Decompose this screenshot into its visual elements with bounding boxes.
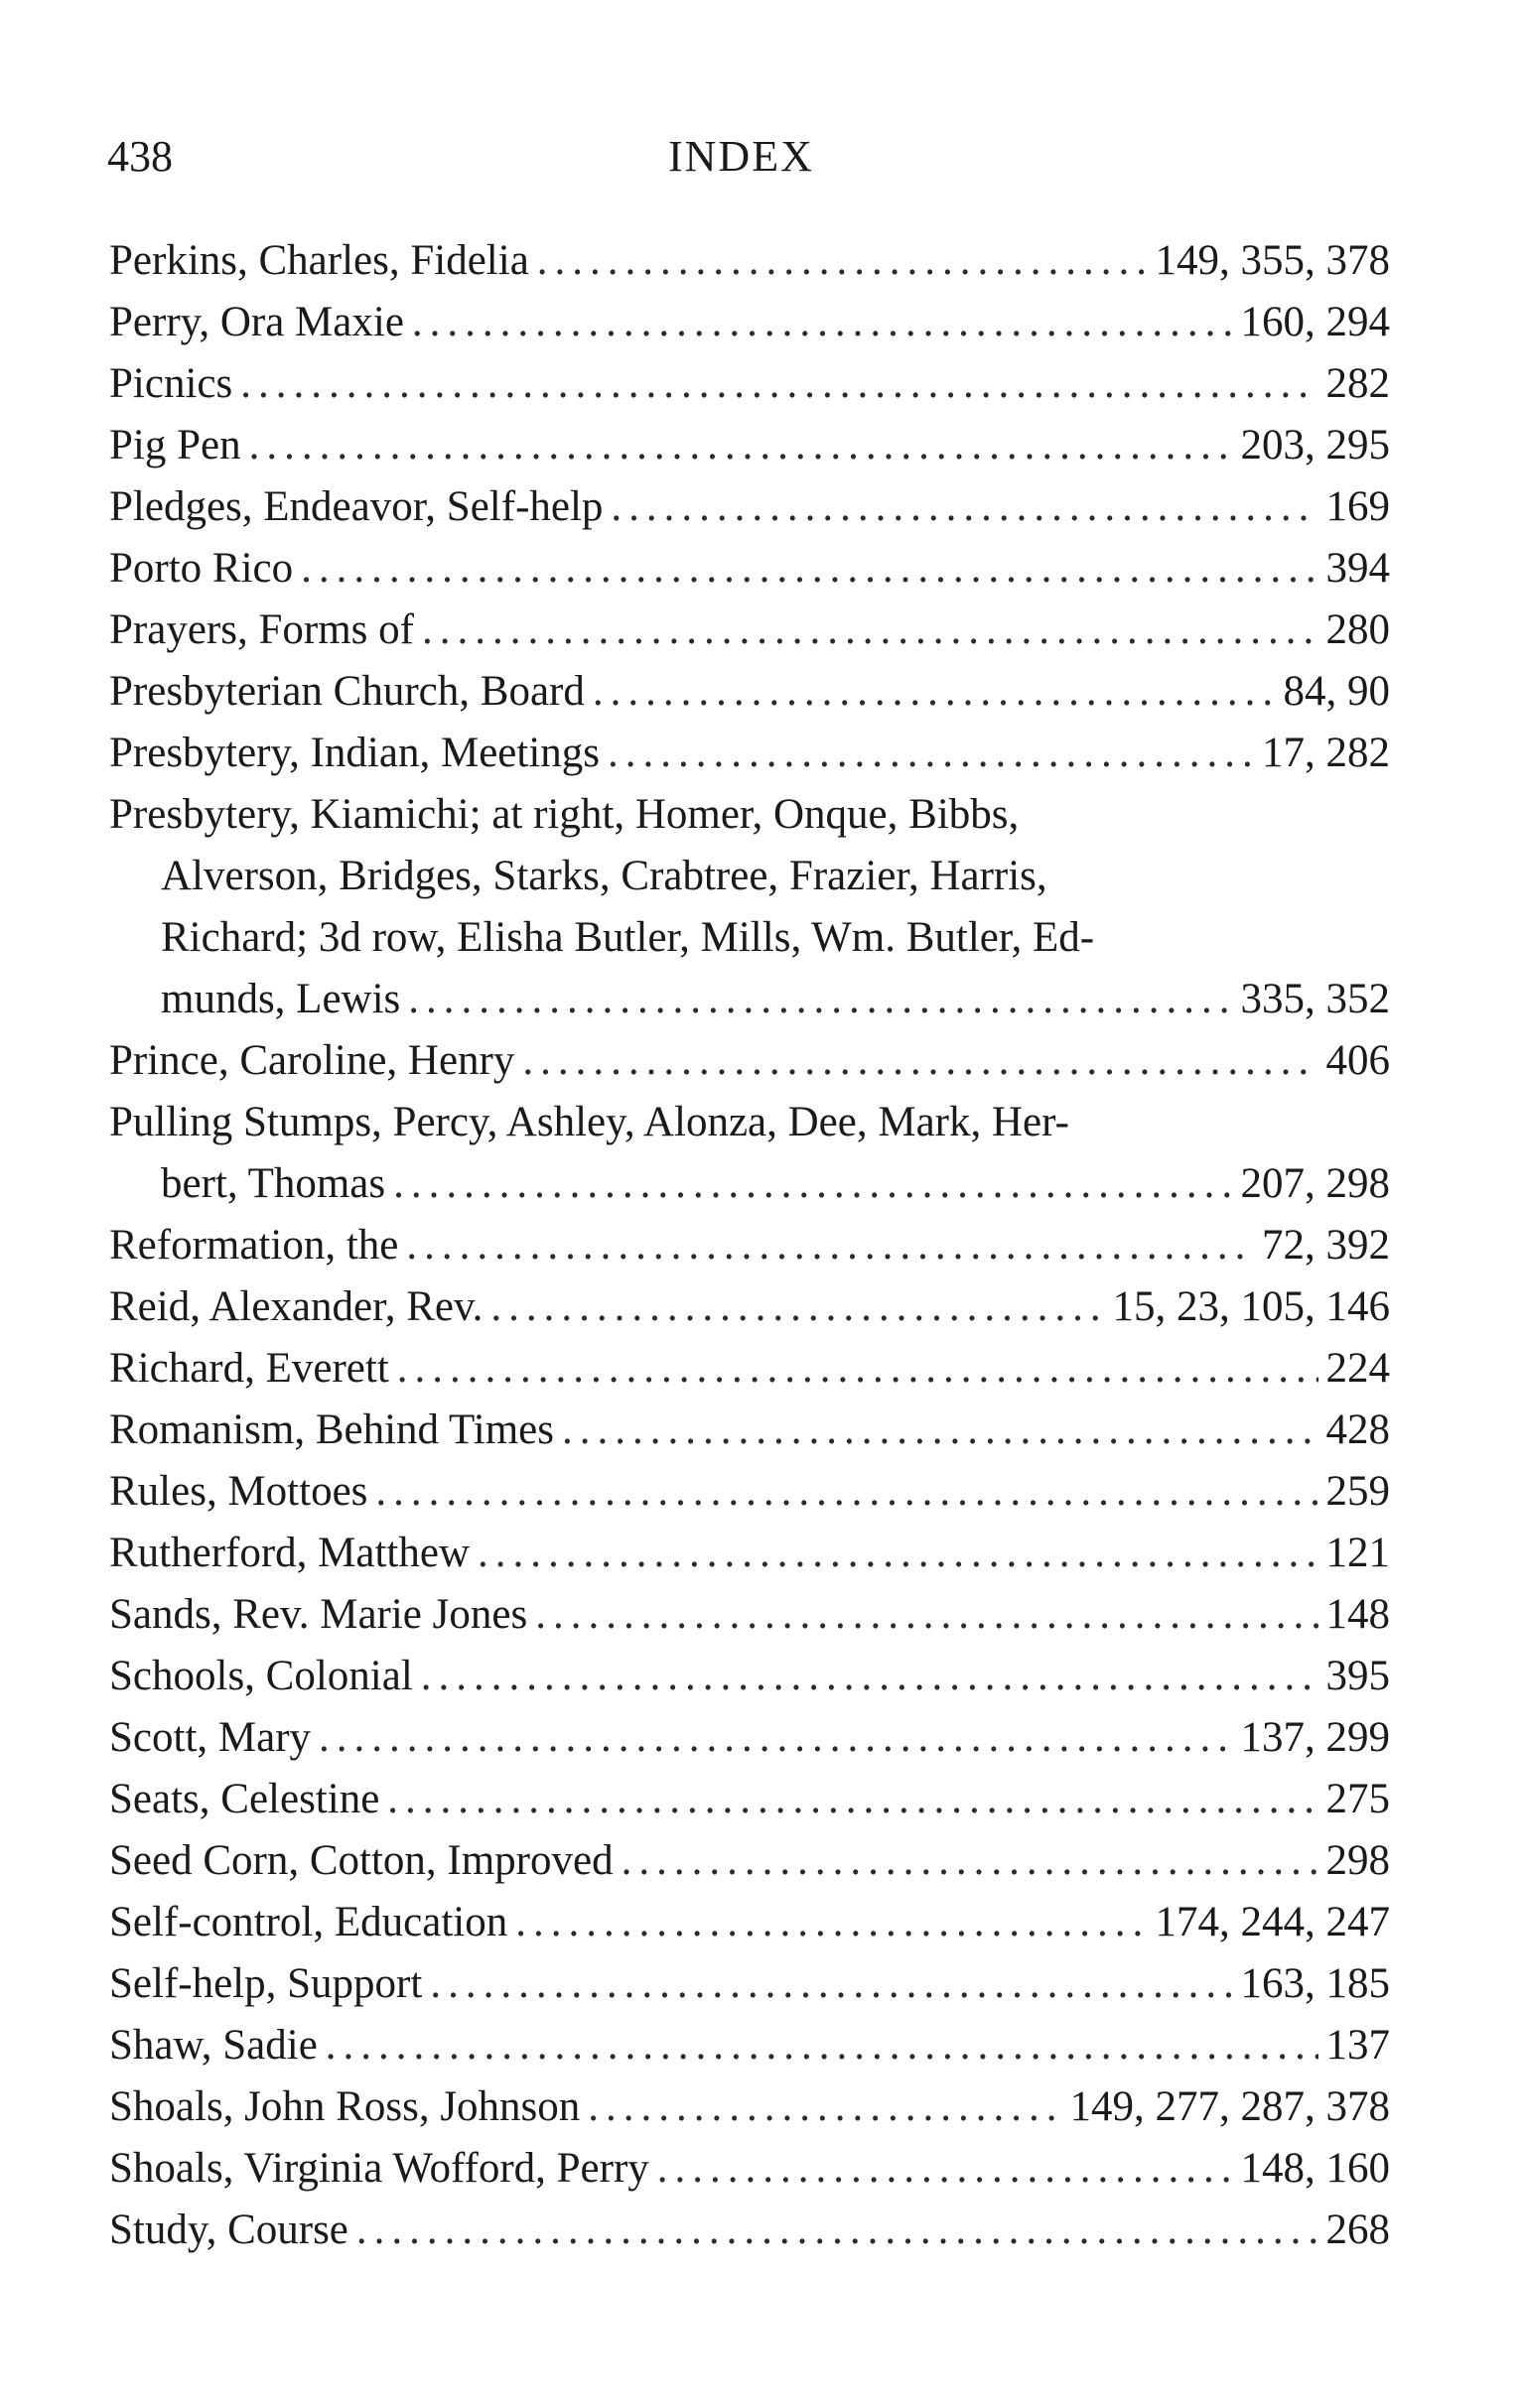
index-entry-line [109,1030,1390,1092]
dot-leader [249,415,1233,476]
dot-leader [406,1215,1254,1276]
page-references: 163, 185 [1240,1960,1390,2007]
index-term: Pulling Stumps, Percy, Ashley, Alonza, Dee, Mark, Her- [109,1099,1069,1145]
page-references: 15, 23, 105, 146 [1112,1283,1390,1330]
index-entry-line [109,600,1390,661]
page-references: 406 [1325,1037,1390,1084]
index-term: Self-help, Support [109,1960,423,2007]
page-references: 203, 295 [1240,422,1390,468]
index-entry [109,1400,1390,1461]
index-entry-line [109,2076,1390,2138]
index-entry [109,2138,1390,2200]
dot-leader [535,1584,1317,1646]
index-entry [109,784,1390,1030]
index-entry [109,1707,1390,1769]
index-entry-line [109,1215,1390,1276]
dot-leader [422,600,1318,661]
dot-leader [393,1153,1232,1215]
index-term: Perry, Ora Maxie [109,299,404,345]
dot-leader [375,1461,1317,1523]
index-entry [109,723,1390,784]
page-references: 148, 160 [1240,2145,1390,2192]
page-references: 335, 352 [1240,976,1390,1022]
index-entry-line [109,2138,1390,2200]
dot-leader [319,1707,1232,1769]
index-entry-line [109,661,1390,723]
dot-leader [408,969,1232,1030]
index-entry-line [109,1461,1390,1523]
index-entry-line [109,1400,1390,1461]
index-term: munds, Lewis [161,976,401,1022]
page-references: 17, 282 [1262,730,1390,776]
index-entry [109,476,1390,538]
dot-leader [588,2076,1061,2138]
index-entry [109,1092,1390,1215]
index-entry [109,1830,1390,1892]
page-number: 438 [107,132,173,181]
index-entry [109,1523,1390,1584]
page-references: 282 [1325,360,1390,407]
index-entry-line [109,292,1390,353]
page-references: 169 [1325,483,1390,530]
dot-leader [478,1523,1317,1584]
page-references: 268 [1325,2207,1390,2253]
page-references: 174, 244, 247 [1155,1899,1390,1945]
index-entry [109,2015,1390,2076]
index-entry-line [109,1584,1390,1646]
index-entry-line [109,538,1390,600]
dot-leader [356,2200,1318,2261]
index-term: Picnics [109,360,233,407]
dot-leader [412,292,1233,353]
index-entry-line [109,230,1390,292]
index-entry [109,1461,1390,1523]
dot-leader [397,1338,1318,1400]
index-term: Shoals, Virginia Wofford, Perry [109,2145,649,2192]
index-entry [109,353,1390,415]
index-entry [109,1215,1390,1276]
index-entry-continuation-line [109,1153,1390,1215]
index-term: bert, Thomas [161,1160,386,1207]
section-title: INDEX [668,132,814,181]
index-entry-line [109,1892,1390,1953]
index-term: Pig Pen [109,422,241,468]
index-term: Presbytery, Indian, Meetings [109,730,600,776]
dot-leader [537,230,1148,292]
index-entry [109,1030,1390,1092]
dot-leader [562,1400,1318,1461]
dot-leader [515,1892,1147,1953]
index-entry [109,1276,1390,1338]
dot-leader [611,476,1317,538]
page-references: 298 [1325,1837,1390,1884]
index-term: Seed Corn, Cotton, Improved [109,1837,614,1884]
index-term: Rules, Mottoes [109,1468,368,1515]
page-references: 84, 90 [1283,668,1390,715]
dot-leader [421,1646,1318,1707]
dot-leader [522,1030,1317,1092]
index-list [109,230,1390,2261]
index-term: Presbytery, Kiamichi; at right, Homer, Onque, Bibbs, [109,791,1020,838]
page-references: 259 [1325,1468,1390,1515]
index-entry [109,2200,1390,2261]
page-references: 149, 277, 287, 378 [1069,2083,1390,2130]
index-term: Presbyterian Church, Board [109,668,585,715]
page-references: 280 [1325,606,1390,653]
index-term: Porto Rico [109,545,294,592]
page-references: 207, 298 [1240,1160,1390,1207]
dot-leader [387,1769,1317,1830]
index-entry [109,1646,1390,1707]
index-entry-line [109,1707,1390,1769]
index-entry-line [109,1276,1390,1338]
index-entry [109,1584,1390,1646]
index-term: Reformation, the [109,1222,399,1269]
index-term: Scott, Mary [109,1714,312,1761]
index-term: Sands, Rev. Marie Jones [109,1591,528,1638]
index-term: Prayers, Forms of [109,606,414,653]
index-entry [109,600,1390,661]
index-entry-continuation-line [109,846,1390,907]
index-entry-line [109,784,1390,846]
index-term: Self-control, Education [109,1899,508,1945]
index-entry [109,230,1390,292]
page-references: 394 [1325,545,1390,592]
page-references: 148 [1325,1591,1390,1638]
index-term: Richard, Everett [109,1345,389,1392]
index-entry [109,661,1390,723]
index-entry-line [109,415,1390,476]
index-term: Alverson, Bridges, Starks, Crabtree, Frazier, Harris, [161,853,1047,899]
index-entry-line [109,723,1390,784]
dot-leader [622,1830,1318,1892]
page-references: 428 [1325,1406,1390,1453]
index-entry [109,415,1390,476]
index-term: Shaw, Sadie [109,2022,318,2069]
dot-leader [608,723,1254,784]
index-entry [109,1892,1390,1953]
index-term: Schools, Colonial [109,1653,413,1699]
dot-leader [657,2138,1233,2200]
index-entry [109,2076,1390,2138]
index-entry-line [109,1092,1390,1153]
index-term: Romanism, Behind Times [109,1406,554,1453]
index-entry-line [109,1523,1390,1584]
page-references: 121 [1325,1530,1390,1576]
index-term: Prince, Caroline, Henry [109,1037,515,1084]
dot-leader [301,538,1317,600]
index-entry [109,1953,1390,2015]
index-term: Reid, Alexander, Rev. [109,1283,484,1330]
dot-leader [593,661,1276,723]
index-entry-continuation-line [109,907,1390,969]
index-entry [109,292,1390,353]
index-entry-line [109,476,1390,538]
index-term: Richard; 3d row, Elisha Butler, Mills, Wm. Butler, Ed- [161,914,1095,961]
page-references: 137 [1325,2022,1390,2069]
index-term: Rutherford, Matthew [109,1530,471,1576]
page-references: 160, 294 [1240,299,1390,345]
running-head [107,127,1388,187]
index-entry-line [109,1953,1390,2015]
page-references: 395 [1325,1653,1390,1699]
index-entry [109,1769,1390,1830]
dot-leader [490,1276,1104,1338]
index-entry-line [109,1769,1390,1830]
index-entry-line [109,2200,1390,2261]
index-term: Perkins, Charles, Fidelia [109,237,529,284]
index-term: Shoals, John Ross, Johnson [109,2083,581,2130]
index-term: Pledges, Endeavor, Self-help [109,483,604,530]
index-entry-line [109,353,1390,415]
index-entry-line [109,1338,1390,1400]
index-entry-line [109,2015,1390,2076]
page-references: 72, 392 [1262,1222,1390,1269]
index-entry [109,538,1390,600]
page-references: 149, 355, 378 [1155,237,1390,284]
dot-leader [326,2015,1318,2076]
index-entry-line [109,1830,1390,1892]
index-entry-continuation-line [109,969,1390,1030]
dot-leader [430,1953,1232,2015]
page-references: 224 [1325,1345,1390,1392]
index-entry [109,1338,1390,1400]
index-term: Study, Course [109,2207,348,2253]
dot-leader [240,353,1317,415]
page-references: 137, 299 [1240,1714,1390,1761]
index-term: Seats, Celestine [109,1776,380,1822]
page-references: 275 [1325,1776,1390,1822]
index-entry-line [109,1646,1390,1707]
